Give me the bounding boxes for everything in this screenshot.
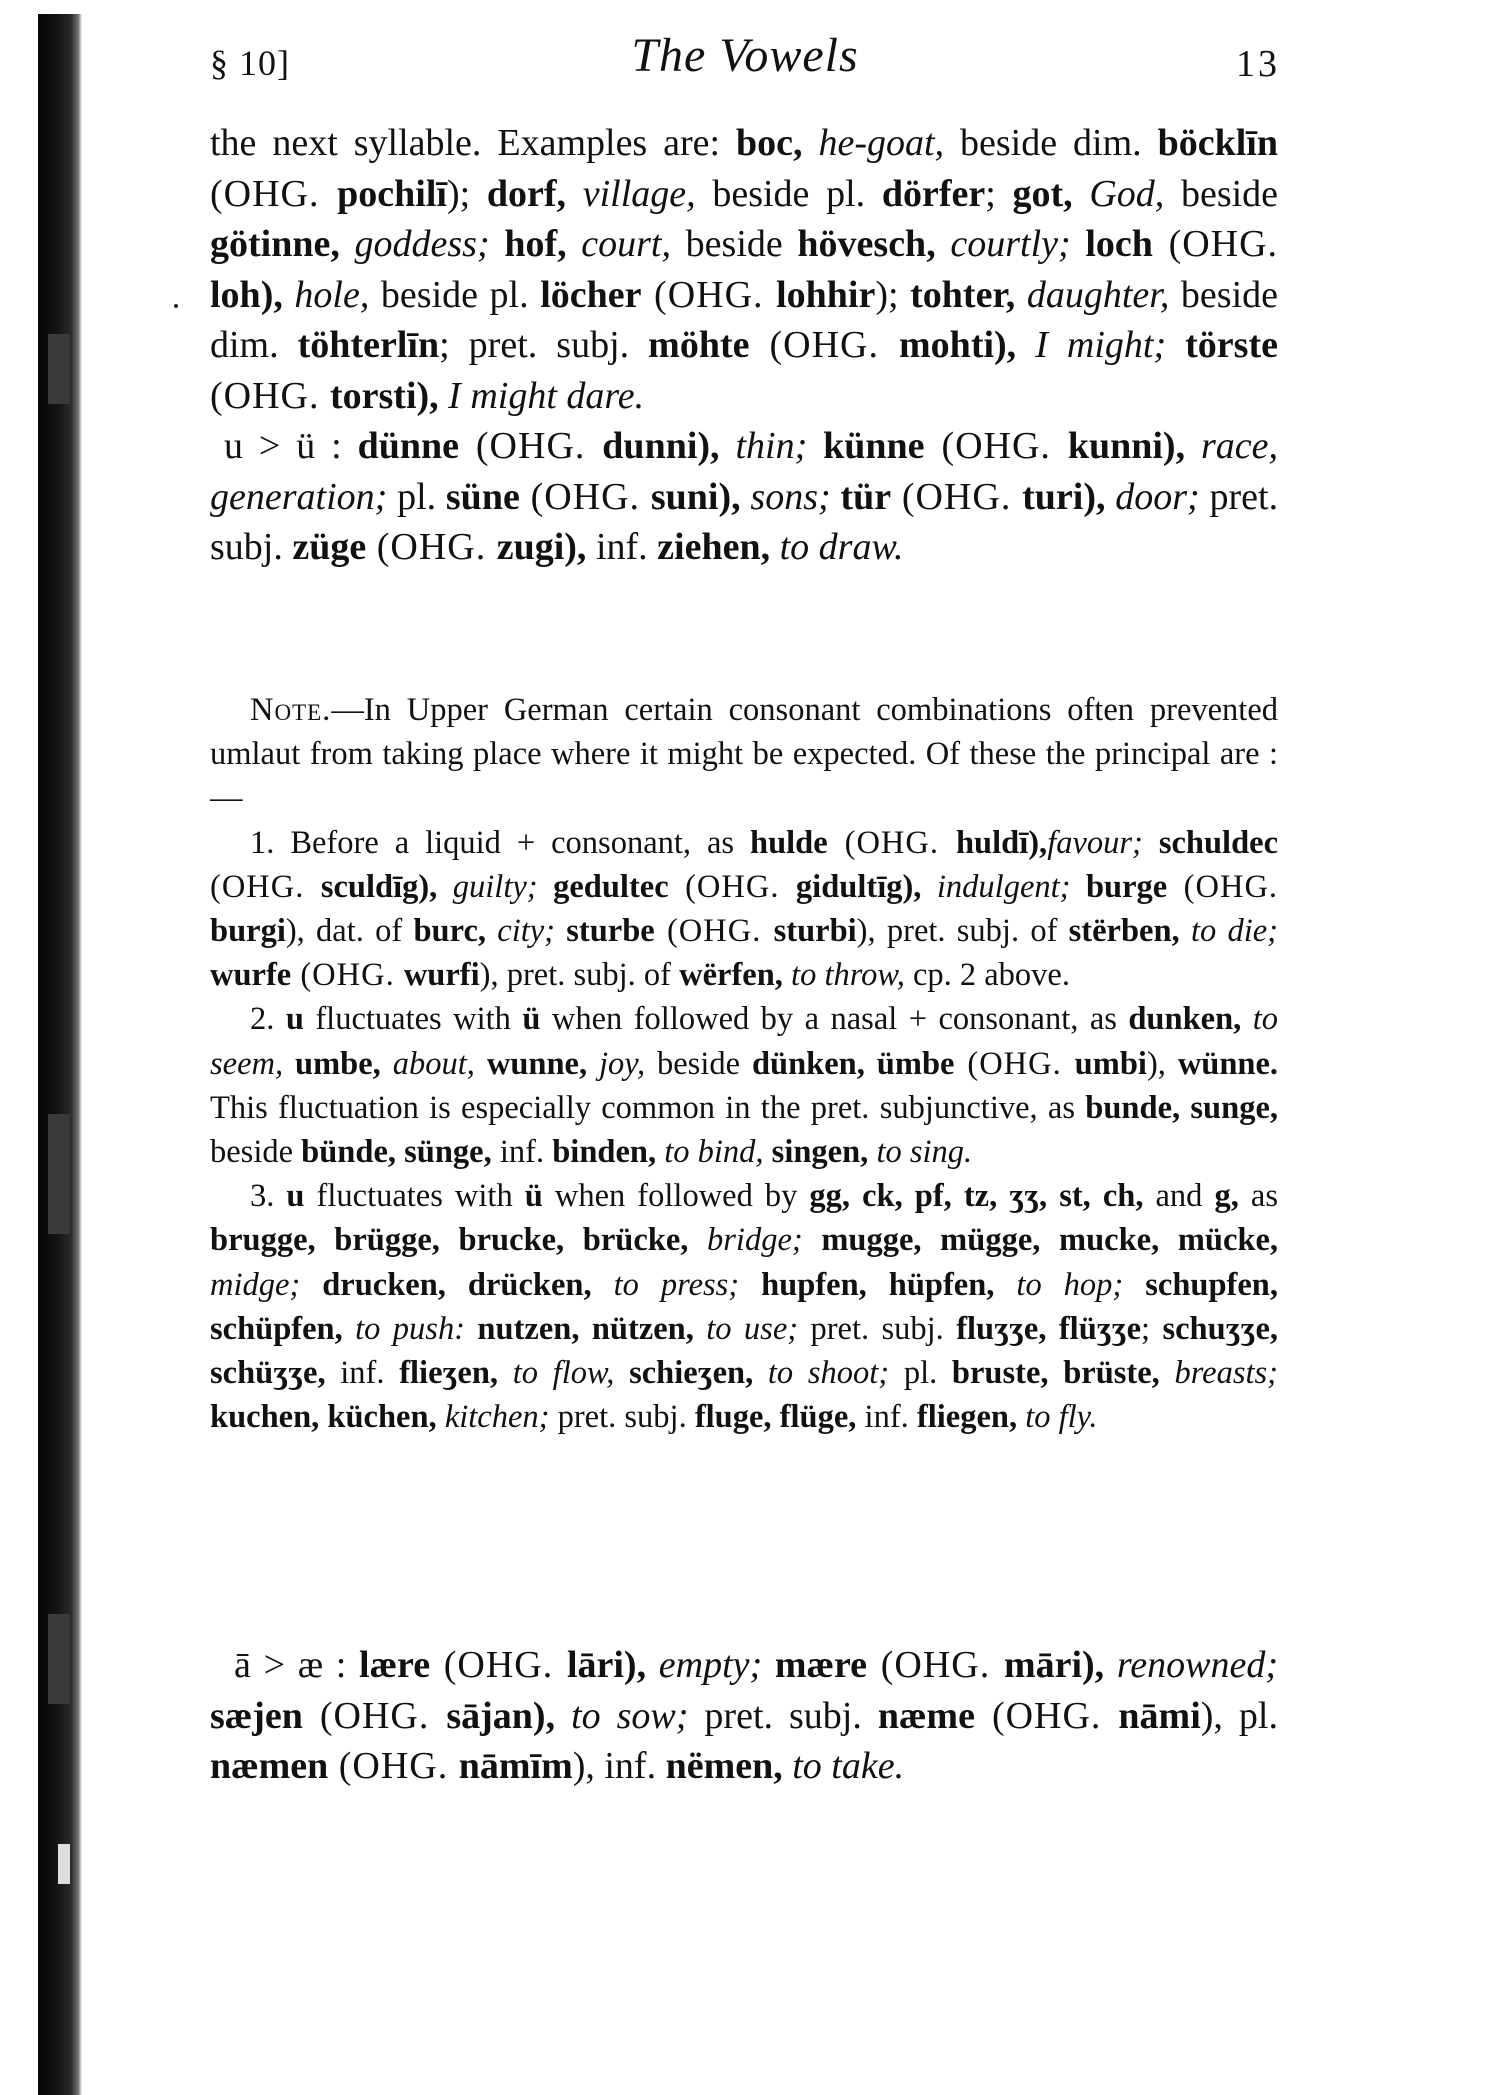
running-header — [210, 28, 1280, 88]
text-run: dunken, — [1128, 1001, 1242, 1038]
text-run — [1166, 324, 1185, 366]
text-run: (OHG. — [430, 1644, 567, 1686]
text-run — [538, 869, 553, 905]
text-run: næmen — [210, 1745, 329, 1787]
text-run: torsti), — [329, 374, 439, 417]
text-run: kunni), — [1067, 425, 1186, 467]
text-run: ziehen, — [657, 526, 771, 568]
text-run: to sing. — [876, 1134, 973, 1171]
text-run: beside dim. — [944, 122, 1158, 164]
text-run: hof, — [504, 223, 567, 265]
text-run: (OHG. — [328, 1745, 459, 1787]
binding-shadow — [48, 1614, 70, 1704]
text-run: wërfen, — [679, 957, 783, 994]
text-run — [739, 1267, 761, 1303]
text-run: ); — [446, 172, 487, 215]
text-run: sturbi — [773, 913, 857, 950]
text-run: This fluctuation is especially common in the pret. subjunctive, as — [210, 1089, 1086, 1126]
text-run — [764, 1134, 772, 1170]
text-run: ), pret. subj. of — [479, 957, 680, 994]
text-run: court, — [581, 223, 671, 265]
text-run: bünde, sünge, — [301, 1134, 492, 1171]
text-run: nutzen, nützen, — [477, 1310, 694, 1347]
text-run: (OHG. — [749, 324, 900, 366]
text-run: guilty; — [452, 868, 538, 905]
text-run: empty; — [658, 1644, 763, 1686]
text-run: to draw. — [779, 526, 904, 568]
text-run: (OHG. — [654, 913, 774, 950]
text-run: favour; — [1047, 824, 1143, 861]
text-run: pl. — [889, 1355, 952, 1392]
text-run: ü — [522, 1001, 541, 1038]
text-run: when followed by a nasal + consonant, as — [540, 1001, 1129, 1038]
text-run: the next syllable. Examples are: — [210, 122, 737, 164]
text-run: when followed by — [542, 1178, 810, 1215]
text-run — [1071, 223, 1086, 265]
text-run: tohter, — [910, 273, 1016, 316]
text-run: beside pl. — [369, 273, 541, 316]
text-run: village, — [582, 172, 696, 215]
text-run: süne — [445, 475, 520, 518]
text-run: züge — [292, 526, 367, 568]
text-run — [807, 425, 823, 467]
text-run: hulde — [750, 824, 828, 861]
text-run: lohhir — [776, 273, 876, 316]
text-run: (OHG. — [668, 868, 796, 905]
text-run: I might dare. — [448, 374, 645, 417]
text-run: dunni), — [602, 425, 720, 467]
text-run: næme — [877, 1694, 975, 1737]
text-run: breasts; — [1174, 1355, 1278, 1392]
text-run: dorf, — [486, 172, 567, 215]
text-run: hole, — [294, 273, 370, 316]
text-run: brugge, brügge, brucke, brücke, — [210, 1222, 689, 1259]
final-section — [210, 1640, 1278, 1792]
text-run: sons; — [750, 475, 831, 518]
text-run: inf. — [491, 1134, 553, 1171]
text-run: (OHG. — [924, 425, 1068, 467]
text-run: drucken, drücken, — [322, 1266, 592, 1303]
text-run: beside — [1164, 172, 1279, 215]
text-run — [475, 1046, 487, 1082]
text-run: inf. — [586, 526, 658, 568]
text-run: (OHG. — [1167, 868, 1279, 905]
text-run: māri), — [1003, 1644, 1105, 1686]
text-run: ), pret. subj. of — [856, 913, 1069, 950]
text-run: got, — [1012, 172, 1073, 215]
text-run: inf. — [856, 1399, 917, 1436]
text-run: fluctuates with — [303, 1001, 523, 1038]
text-run: loh), — [210, 273, 283, 316]
text-run: 1. Before a liquid + consonant, as — [250, 824, 750, 861]
text-run: burge — [1085, 868, 1168, 905]
text-run: to take. — [792, 1745, 905, 1787]
text-run: wurfi — [403, 957, 480, 994]
text-run: to seem, — [210, 1001, 1279, 1082]
text-run: zugi), — [496, 526, 587, 568]
text-run: city; — [497, 913, 555, 950]
text-run: ā > æ : — [234, 1644, 360, 1686]
text-run: to bind, — [664, 1134, 764, 1171]
text-run: cp. 2 above. — [904, 957, 1070, 994]
text-run: goddess; — [354, 223, 490, 265]
text-run: to shoot; — [767, 1355, 890, 1392]
paragraph-o-umlaut-examples — [210, 118, 1278, 421]
text-run: beside pl. — [695, 172, 882, 215]
text-run: to flow, — [512, 1355, 615, 1392]
text-run: gg, ck, pf, tz, ʒʒ, st, ch, — [809, 1178, 1144, 1215]
text-run: (OHG. — [891, 475, 1023, 518]
text-run — [614, 1355, 629, 1391]
text-run: schuldec — [1158, 824, 1279, 861]
text-run — [1071, 869, 1086, 905]
text-run: joy, — [599, 1045, 646, 1082]
text-run: (OHG. — [302, 1694, 447, 1737]
text-run: to sow; — [571, 1694, 689, 1737]
text-run: wünne. — [1177, 1045, 1279, 1082]
text-run: dünken, ümbe — [751, 1045, 955, 1082]
text-run: gidultīg), — [795, 868, 922, 905]
text-run: burc, — [413, 913, 487, 950]
text-run: courtly; — [950, 223, 1071, 265]
text-run: lāri), — [566, 1644, 647, 1686]
text-run: (OHG. — [210, 172, 338, 215]
text-run: nāmi — [1118, 1694, 1201, 1737]
scan-binding-edge — [38, 14, 82, 2095]
text-run: sturbe — [566, 913, 655, 950]
text-run: beside — [210, 1134, 302, 1171]
text-run: to die; — [1190, 913, 1278, 950]
text-run: stërben, — [1068, 913, 1180, 950]
note-item-2 — [210, 997, 1278, 1174]
text-run: I might; — [1035, 324, 1167, 366]
text-run: böcklīn — [1157, 122, 1278, 164]
text-run: hupfen, hüpfen, — [761, 1266, 995, 1303]
text-run: burgi — [210, 913, 286, 950]
page-number: 13 — [1236, 43, 1280, 85]
text-run — [803, 1222, 822, 1258]
text-run: hövesch, — [797, 223, 936, 265]
text-run: 2. — [250, 1001, 286, 1038]
text-run: ; — [1141, 1310, 1163, 1347]
text-run: door; — [1115, 475, 1200, 518]
text-run: race, generation; — [210, 425, 1279, 518]
text-run: törste — [1185, 324, 1278, 366]
text-run: ), dat. of — [285, 913, 414, 950]
text-run: ; — [985, 172, 1013, 215]
text-run: God, — [1089, 172, 1165, 215]
text-run: (OHG. — [210, 374, 330, 417]
text-run: daughter, — [1026, 273, 1170, 316]
text-run: indulgent; — [936, 868, 1071, 905]
text-run: (OHG. — [974, 1694, 1119, 1737]
text-run: sæjen — [210, 1694, 303, 1737]
text-run: (OHG. — [291, 957, 404, 994]
text-run: inf. — [325, 1355, 400, 1392]
text-run: dünne — [357, 425, 459, 467]
text-run — [555, 913, 566, 949]
text-run: ), inf. — [572, 1745, 666, 1787]
text-run: to hop; — [1016, 1266, 1124, 1303]
binding-shadow — [58, 1844, 70, 1884]
text-run: umbi — [1074, 1045, 1147, 1082]
note-item-1 — [210, 821, 1278, 998]
text-run: g, — [1214, 1178, 1239, 1215]
text-run: sculdīg), — [320, 868, 438, 905]
text-run: pret. subj. — [798, 1310, 957, 1347]
text-run: to throw, — [791, 957, 905, 994]
text-run: (OHG. — [867, 1644, 1004, 1686]
text-run: huldī), — [955, 824, 1048, 861]
text-run: fluge, flüge, — [694, 1399, 857, 1436]
text-run: wurfe — [210, 957, 292, 994]
text-run: pret. subj. — [549, 1399, 695, 1436]
text-run: ); — [875, 273, 911, 316]
text-run: lære — [359, 1644, 431, 1686]
text-run: umbe, — [295, 1045, 381, 1082]
text-run: gedultec — [553, 868, 669, 905]
text-run: mære — [774, 1644, 868, 1686]
text-run: schieʒen, — [629, 1355, 754, 1392]
text-run: (OHG. — [1152, 223, 1279, 265]
text-run: thin; — [735, 425, 808, 467]
text-run: to press; — [613, 1266, 740, 1303]
text-run: beside — [671, 223, 798, 265]
text-run: nëmen, — [665, 1745, 783, 1787]
text-run: to use; — [706, 1310, 799, 1347]
text-run: as — [1238, 1178, 1278, 1215]
text-run: beside — [645, 1045, 752, 1082]
section-reference: § 10] — [210, 43, 290, 83]
text-run: suni), — [650, 475, 741, 518]
text-run: dörfer — [881, 172, 986, 215]
text-run: bridge; — [707, 1222, 803, 1259]
text-run: götinne, — [210, 223, 340, 265]
text-run: fliegen, — [916, 1399, 1018, 1436]
text-run: schuʒʒe, schüʒʒe, — [210, 1310, 1279, 1392]
binding-shadow — [48, 1114, 70, 1234]
text-run: mugge, mügge, mucke, mücke, — [821, 1222, 1279, 1259]
text-run: kitchen; — [444, 1399, 550, 1436]
text-run: kuchen, küchen, — [210, 1399, 437, 1436]
text-run: and — [1143, 1178, 1215, 1215]
stray-ink-mark — [174, 304, 178, 308]
text-run: about, — [392, 1045, 475, 1082]
text-run: to push: — [355, 1310, 466, 1347]
text-run: tür — [840, 475, 892, 518]
text-run: schupfen, schüpfen, — [210, 1266, 1278, 1347]
text-run: (OHG. — [519, 475, 651, 518]
text-run: sājan), — [446, 1694, 556, 1737]
text-run: pret. subj. — [210, 475, 1279, 568]
page-title: The Vowels — [631, 29, 859, 82]
main-text — [210, 118, 1278, 573]
text-run: ü — [524, 1178, 543, 1215]
text-run: möhte — [648, 324, 750, 366]
note-section — [210, 688, 1278, 1439]
text-run: (OHG. — [459, 425, 603, 467]
text-run: wunne, — [486, 1045, 588, 1082]
note-item-3 — [210, 1174, 1278, 1439]
binding-shadow — [48, 334, 70, 404]
text-run: (OHG. — [954, 1045, 1075, 1082]
text-run: pochilī — [337, 172, 447, 215]
text-run: (OHG. — [210, 868, 321, 905]
text-run: künne — [823, 425, 925, 467]
text-run: renowned; — [1116, 1644, 1278, 1686]
text-run: löcher — [540, 273, 642, 316]
text-run: loch — [1085, 223, 1153, 265]
text-run: u > ü : — [224, 425, 358, 467]
paragraph-a-umlaut-examples — [210, 1640, 1278, 1792]
text-run: ), — [1146, 1045, 1178, 1082]
text-run: u — [286, 1178, 305, 1215]
text-run: ; pret. subj. — [439, 324, 649, 366]
text-run: 3. — [250, 1178, 287, 1215]
text-run: beside dim. — [210, 273, 1279, 366]
text-run: nāmīm — [458, 1745, 573, 1787]
text-run: midge; — [210, 1266, 301, 1303]
text-run: bunde, sunge, — [1085, 1089, 1278, 1126]
text-run — [1123, 1267, 1145, 1303]
text-run: pl. — [387, 475, 446, 518]
text-run: turi), — [1022, 475, 1106, 518]
text-run: fluʒʒe, flüʒʒe — [956, 1310, 1142, 1347]
text-run: mohti), — [899, 324, 1017, 366]
text-run: (OHG. — [366, 526, 497, 568]
text-run: —In Upper German certain consonant combinations often prevented umlaut from taking place where it might be expected. Of these the principal are :— — [210, 692, 1278, 817]
text-run — [831, 476, 841, 518]
text-run: to fly. — [1025, 1399, 1098, 1436]
text-run: bruste, brüste, — [951, 1355, 1160, 1392]
text-run — [1143, 825, 1159, 861]
text-run: flieʒen, — [399, 1355, 499, 1392]
text-run: (OHG. — [827, 824, 956, 861]
text-run — [300, 1267, 322, 1303]
text-run: boc, — [736, 122, 803, 164]
text-run — [762, 1644, 775, 1686]
text-run: (OHG. — [641, 273, 777, 316]
text-run — [490, 223, 505, 265]
text-run: singen, — [771, 1134, 869, 1171]
text-run: töhterlīn — [297, 324, 440, 366]
text-run: u — [285, 1001, 304, 1038]
text-run — [465, 1311, 477, 1347]
text-run: fluctuates with — [304, 1178, 525, 1215]
text-run: pret. subj. — [688, 1694, 878, 1737]
text-run: ), pl. — [1200, 1694, 1278, 1737]
note-label: Note. — [250, 692, 332, 728]
text-run — [283, 1046, 295, 1082]
paragraph-u-umlaut-examples — [210, 421, 1278, 573]
text-run: binden, — [552, 1134, 657, 1171]
text-run: he-goat, — [818, 122, 945, 164]
note-intro — [210, 688, 1278, 821]
